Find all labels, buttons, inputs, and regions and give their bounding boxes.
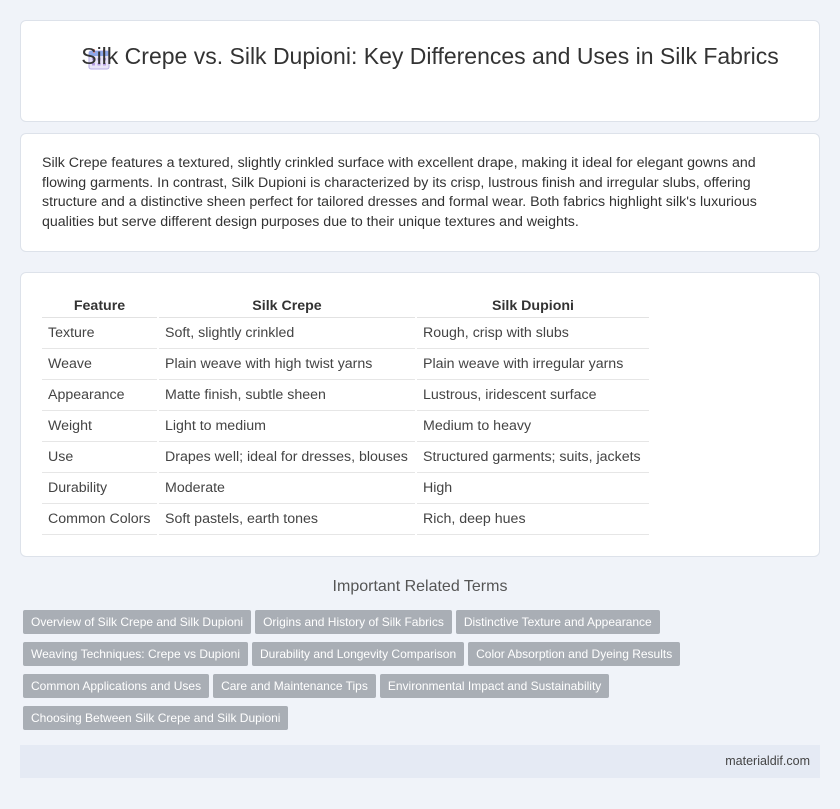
table-cell: Weight xyxy=(42,410,157,441)
table-cell: Drapes well; ideal for dresses, blouses xyxy=(159,441,415,472)
table-cell: Plain weave with high twist yarns xyxy=(159,348,415,379)
table-cell: Light to medium xyxy=(159,410,415,441)
related-term-tag[interactable]: Origins and History of Silk Fabrics xyxy=(255,610,452,634)
header-feature: Feature xyxy=(42,296,157,317)
footer-site-link[interactable]: materialdif.com xyxy=(725,754,810,768)
related-term-tag[interactable]: Overview of Silk Crepe and Silk Dupioni xyxy=(23,610,251,634)
related-term-tag[interactable]: Weaving Techniques: Crepe vs Dupioni xyxy=(23,642,248,666)
related-term-tag[interactable]: Distinctive Texture and Appearance xyxy=(456,610,660,634)
table-header-row xyxy=(42,296,649,317)
comparison-table xyxy=(42,296,649,535)
intro-paragraph: Silk Crepe features a textured, slightly crinkled surface with excellent drape, making it ideal for elegant gowns and flowing garments. In contrast, Silk Dupioni is characterized by its crisp, lustrous finish and irregular slubs, offering structure and a distinctive sheen perfect for tailored dresses and formal wear. Both fabrics highlight silk's luxurious qualities but serve different design purposes due to their unique textures and weights. xyxy=(42,155,757,230)
table-cell: Common Colors xyxy=(42,503,157,534)
table-row xyxy=(42,441,649,472)
table-cell: Medium to heavy xyxy=(417,410,649,441)
header-silk-dupioni: Silk Dupioni xyxy=(417,296,649,317)
table-row xyxy=(42,472,649,503)
header-card xyxy=(20,20,820,122)
related-term-tag[interactable]: Environmental Impact and Sustainability xyxy=(380,674,609,698)
table-cell: Soft pastels, earth tones xyxy=(159,503,415,534)
table-cell: Lustrous, iridescent surface xyxy=(417,379,649,410)
related-terms-list xyxy=(23,610,783,738)
related-term-tag[interactable]: Choosing Between Silk Crepe and Silk Dupioni xyxy=(23,706,288,730)
intro-card xyxy=(20,133,820,252)
related-term-tag[interactable]: Common Applications and Uses xyxy=(23,674,209,698)
table-row xyxy=(42,348,649,379)
table-row xyxy=(42,410,649,441)
table-cell: Plain weave with irregular yarns xyxy=(417,348,649,379)
header-silk-crepe: Silk Crepe xyxy=(159,296,415,317)
table-cell: Soft, slightly crinkled xyxy=(159,317,415,348)
table-cell: Matte finish, subtle sheen xyxy=(159,379,415,410)
related-term-tag[interactable]: Color Absorption and Dyeing Results xyxy=(468,642,680,666)
page-title: Silk Crepe vs. Silk Dupioni: Key Differences and Uses in Silk Fabrics xyxy=(81,43,779,69)
table-cell: Rich, deep hues xyxy=(417,503,649,534)
table-cell: High xyxy=(417,472,649,503)
table-cell: Rough, crisp with slubs xyxy=(417,317,649,348)
table-cell: Weave xyxy=(42,348,157,379)
table-cell: Texture xyxy=(42,317,157,348)
table-cell: Use xyxy=(42,441,157,472)
table-cell: Structured garments; suits, jackets xyxy=(417,441,649,472)
related-term-tag[interactable]: Care and Maintenance Tips xyxy=(213,674,376,698)
comparison-card xyxy=(20,272,820,557)
table-row xyxy=(42,317,649,348)
footer xyxy=(20,745,820,778)
table-cell: Appearance xyxy=(42,379,157,410)
related-terms-heading: Important Related Terms xyxy=(332,578,508,595)
table-row xyxy=(42,379,649,410)
related-term-tag[interactable]: Durability and Longevity Comparison xyxy=(252,642,464,666)
table-cell: Durability xyxy=(42,472,157,503)
table-cell: Moderate xyxy=(159,472,415,503)
table-row xyxy=(42,503,649,534)
